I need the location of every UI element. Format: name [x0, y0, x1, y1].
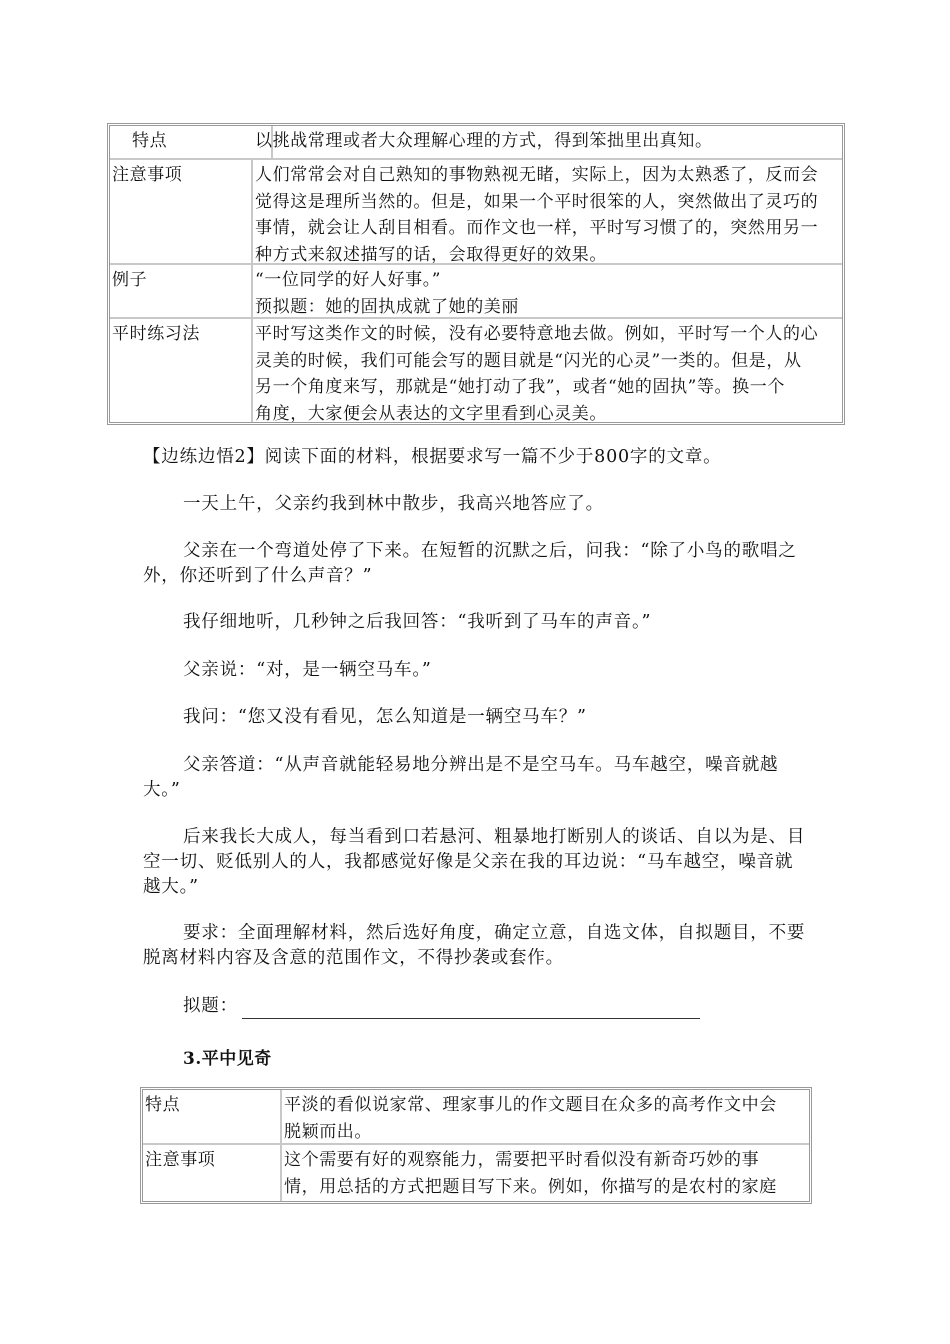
row-content: 人们常常会对自己熟知的事物熟视无睹，实际上，因为太熟悉了，反而会 觉得这是理所当然的。但是，如果一个平时很笨的人，突然做出了灵巧的 事情，就会让人刮目相看。而作文也一样，平时写习惯了的，突然用另一 种方式来叙述描写的话，会取得更好的效果。 [255, 165, 819, 263]
title-blank[interactable] [242, 998, 700, 1019]
section-heading: 3.平中见奇 [183, 1049, 272, 1069]
table-row [110, 160, 842, 265]
row-content: 这个需要有好的观察能力，需要把平时看似没有新奇巧妙的事 情，用总括的方式把题目写下来。例如，你描写的是农村的家庭 [284, 1150, 777, 1197]
row-label: 例子 [110, 265, 253, 317]
table-row [110, 126, 842, 160]
table-row [110, 265, 842, 319]
paragraph: 父亲答道：“从声音就能轻易地分辨出是不是空马车。马车越空，噪音就越大。” [143, 755, 779, 800]
row-label: 特点 [143, 1090, 282, 1143]
paragraph: 父亲说：“对，是一辆空马车。” [183, 660, 432, 680]
title-line [143, 994, 811, 1019]
row-label: 注意事项 [110, 160, 253, 263]
table-2 [140, 1087, 812, 1204]
row-label: 平时练习法 [110, 319, 253, 422]
table-row [110, 319, 842, 422]
table-row [143, 1090, 809, 1145]
row-content: 以挑战常理或者大众理解心理的方式，得到笨拙里出真知。 [255, 131, 713, 151]
table-row [143, 1145, 809, 1201]
row-label: 注意事项 [143, 1145, 282, 1201]
paragraph: 我仔细地听，几秒钟之后我回答：“我听到了马车的声音。” [183, 612, 652, 632]
paragraph: 父亲在一个弯道处停了下来。在短暂的沉默之后，问我：“除了小鸟的歌唱之外，你还听到了什么声音？” [143, 541, 797, 586]
paragraph: 要求：全面理解材料，然后选好角度，确定立意，自选文体，自拟题目，不要脱离材料内容及含意的范围作文，不得抄袭或套作。 [143, 923, 806, 968]
row-content: “一位同学的好人好事。” 预拟题：她的固执成就了她的美丽 [255, 270, 519, 317]
title-label: 拟题： [183, 996, 238, 1016]
row-content: 平时写这类作文的时候，没有必要特意地去做。例如，平时写一个人的心 灵美的时候，我们可能会写的题目就是“闪光的心灵”一类的。但是，从 另一个角度来写，那就是“她打动了我”，或者“她的固执”等。换一个 角度，大家便会从表达的文字里看到心灵美。 [255, 324, 819, 422]
paragraph: 后来我长大成人，每当看到口若悬河、粗暴地打断别人的谈话、自以为是、目空一切、贬低别人的人，我都感觉好像是父亲在我的耳边说：“马车越空，噪音就越大。” [143, 827, 806, 897]
exercise-heading: 【边练边悟2】阅读下面的材料，根据要求写一篇不少于800字的文章。 [143, 447, 722, 467]
table-1 [107, 123, 845, 425]
row-content: 平淡的看似说家常、理家事儿的作文题目在众多的高考作文中会 脱颖而出。 [284, 1095, 777, 1142]
row-label: 特点 [110, 126, 273, 158]
paragraph: 一天上午，父亲约我到林中散步，我高兴地答应了。 [183, 494, 604, 514]
paragraph: 我问：“您又没有看见，怎么知道是一辆空马车？” [183, 707, 587, 727]
